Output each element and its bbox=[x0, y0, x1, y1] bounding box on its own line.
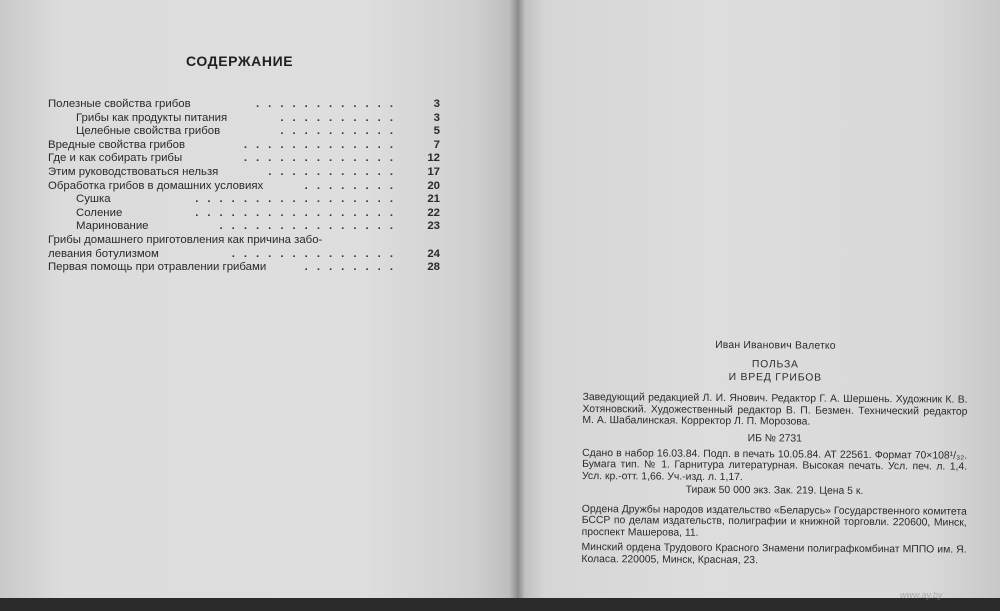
toc-entry-page: 17 bbox=[427, 165, 440, 178]
publisher-info: Ордена Дружбы народов издательство «Беларусь» Государственного комитета БССР по делам издательств, полиграфии и книжной торговли. 220600, Минск, проспект Машерова, 11. bbox=[581, 503, 967, 539]
toc-entry-page: 3 bbox=[433, 98, 440, 110]
book-gutter bbox=[509, 0, 525, 611]
toc-entry bbox=[48, 125, 440, 139]
toc-entry bbox=[48, 220, 440, 234]
printer-info: Минский ордена Трудового Красного Знамени полиграфкомбинат МППО им. Я. Коласа. 220005, Минск, Красная, 23. bbox=[581, 542, 967, 567]
author-name: Иван Иванович Валетко bbox=[715, 339, 836, 352]
contents-heading: СОДЕРЖАНИЕ bbox=[186, 53, 294, 69]
toc-dot-leader: .............. bbox=[231, 247, 402, 260]
toc-entry-title: Грибы как продукты питания bbox=[76, 111, 228, 124]
toc-dot-leader: ............... bbox=[219, 220, 402, 233]
toc-entry-title: Где и как собирать грибы bbox=[48, 152, 183, 165]
toc-dot-leader: ........ bbox=[304, 261, 402, 274]
toc-entry-title: Сушка bbox=[76, 193, 111, 206]
toc-entry-page: 24 bbox=[427, 247, 440, 260]
toc-entry-page: 5 bbox=[433, 125, 440, 138]
toc-entry bbox=[48, 152, 440, 166]
toc-dot-leader: ........ bbox=[304, 179, 402, 192]
toc-entry-page: 22 bbox=[427, 206, 440, 219]
toc-entry bbox=[48, 193, 440, 207]
toc-entry-title: Этим руководствоваться нельзя bbox=[48, 165, 219, 178]
book-title-line-2: И ВРЕД ГРИБОВ bbox=[728, 372, 822, 384]
toc-entry bbox=[48, 112, 440, 126]
toc-entry bbox=[48, 180, 440, 194]
toc-entry-title: Грибы домашнего приготовления как причина забо- bbox=[48, 233, 323, 246]
ib-number: ИБ № 2731 bbox=[747, 432, 802, 445]
toc-entry bbox=[48, 207, 440, 221]
toc-entry bbox=[48, 166, 440, 180]
print-run: Тираж 50 000 экз. Зак. 219. Цена 5 к. bbox=[685, 484, 864, 497]
toc-entry bbox=[48, 261, 440, 275]
toc-dot-leader: ........... bbox=[268, 165, 402, 178]
toc-entry-page: 3 bbox=[433, 111, 440, 124]
toc-entry bbox=[48, 234, 440, 248]
watermark: www.ay.by bbox=[900, 590, 943, 600]
toc-entry-title: левания ботулизмом bbox=[48, 247, 159, 260]
table-of-contents bbox=[48, 98, 440, 275]
toc-dot-leader: ............. bbox=[243, 138, 402, 151]
toc-dot-leader: ................. bbox=[195, 206, 402, 219]
editors-credits: Заведующий редакцией Л. И. Янович. Редактор Г. А. Шершень. Художник К. В. Хотяновский. Художественный редактор В. П. Безмен. Технический редактор М. А. Шабалинская. Корректор Л. П. Морозова. bbox=[582, 391, 968, 428]
toc-dot-leader: .......... bbox=[280, 125, 402, 138]
toc-entry-page: 7 bbox=[433, 138, 440, 151]
print-details: Сдано в набор 16.03.84. Подп. в печать 10.05.84. АТ 22561. Формат 70×108¹/₃₂. Бумага тип. № 1. Гарнитура литературная. Высокая печать. Усл. печ. л. 1,4. Усл. кр.-отт. 1,66. Уч.-изд. л. 1,17. bbox=[581, 447, 968, 484]
toc-entry-title: Вредные свойства грибов bbox=[48, 138, 186, 151]
toc-entry-page: 21 bbox=[427, 193, 440, 206]
toc-entry-title: Целебные свойства грибов bbox=[76, 125, 221, 138]
toc-dot-leader: .......... bbox=[280, 111, 402, 124]
toc-entry bbox=[48, 139, 440, 153]
toc-entry-title: Первая помощь при отравлении грибами bbox=[48, 261, 267, 274]
toc-entry bbox=[48, 248, 440, 262]
table-edge bbox=[0, 598, 1000, 611]
toc-entry-page: 28 bbox=[427, 261, 440, 274]
toc-entry-title: Соление bbox=[76, 206, 123, 219]
toc-dot-leader: ............. bbox=[243, 152, 402, 165]
toc-entry-page: 20 bbox=[427, 179, 440, 192]
toc-dot-leader: ............ bbox=[256, 98, 402, 110]
imprint-block bbox=[581, 338, 968, 568]
toc-entry-page: 23 bbox=[427, 220, 440, 233]
toc-entry-title: Маринование bbox=[76, 220, 149, 233]
toc-entry-title: Обработка грибов в домашних условиях bbox=[48, 179, 264, 192]
toc-entry bbox=[48, 98, 440, 112]
toc-entry-page: 12 bbox=[427, 152, 440, 165]
toc-entry-title: Полезные свойства грибов bbox=[48, 98, 191, 110]
toc-dot-leader: ................. bbox=[195, 193, 402, 206]
book-title-line-1: ПОЛЬЗА bbox=[751, 359, 799, 371]
